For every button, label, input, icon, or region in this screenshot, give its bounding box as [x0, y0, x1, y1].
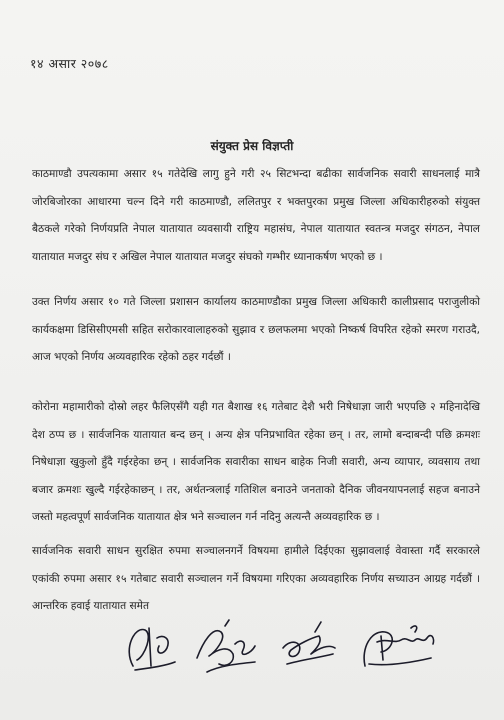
- signature-4: [364, 626, 433, 666]
- signature-2: [197, 620, 255, 672]
- signature-1: [129, 628, 175, 670]
- letter-date: १४ असार २०७८: [30, 56, 109, 71]
- paragraph-decision-contradiction: उक्त निर्णय असार १० गते जिल्ला प्रशासन कार्यालय काठमाण्डौका प्रमुख जिल्ला अधिकारी कालीप्रसाद पराजुलीको कार्यकक्षमा डिसिसीएमसी सहित सरोकारवालाहरुको सुझाव र छलफलमा भएको निष्कर्ष विपरित रहेको स्मरण गराउदै, आज भएको निर्णय अव्यवहारिक रहेको ठहर गर्दछौं ।: [32, 296, 480, 363]
- paragraph-covid-context: कोरोना महामारीको दोस्रो लहर फैलिएसँगै यही गत बैशाख १६ गतेबाट देशै भरी निषेधाज्ञा जारी भएपछि २ महिनादेखि देश ठप्प छ । सार्वजनिक यातायात बन्द छन् । अन्य क्षेत्र पनिप्रभावित रहेका छन् । तर, लामो बन्दाबन्दी पछि क्रमशः निषेधाज्ञा खुकुलो हुँदै गईरहेका छन् । सार्वजनिक सवारीका साधन बाहेक निजी सवारी, अन्य व्यापार, व्यवसाय तथा बजार क्रमशः खुल्दै गईरहेकाछन् । तर, अर्थतन्त्रलाई गतिशिल बनाउने जनताको दैनिक जीवनयापनलाई सहज बनाउने जस्तो महत्वपूर्ण सार्वजनिक यातायात क्षेत्र भने सञ्चालन गर्न नदिनु अत्यन्तै अव्यवहारिक छ ।: [32, 401, 480, 523]
- paragraph-decision-notice: काठमाण्डौ उपत्यकामा असार १५ गतेदेखि लागु हुने गरी २५ सिटभन्दा बढीका सार्वजनिक सवारी साधनलाई मात्रै जोरबिजोरका आधारमा चल्न दिने गरी काठमाण्डौ, ललितपुर र भक्तपुरका प्रमुख जिल्ला अधिकारीहरुको संयुक्त बैठकले गरेको निर्णयप्रति नेपाल यातायात व्यवसायी राष्ट्रिय महासंघ, नेपाल यातायात स्वतन्त्र मजदुर संगठन, नेपाल यातायात मजदुर संघ र अखिल नेपाल यातायात मजदुर संघको गम्भीर ध्यानाकर्षण भएको छ ।: [32, 168, 480, 263]
- signatures: [115, 608, 445, 688]
- signature-3: [283, 622, 335, 664]
- paragraph-request: सार्वजनिक सवारी साधन सुरक्षित रुपमा सञ्चालनगर्ने विषयमा हामीले दिईएका सुझावलाई वेवास्ता गर्दै सरकारले एकांकी रुपमा असार १५ गतेबाट सवारी सञ्चालन गर्ने विषयमा गरिएका अव्यवहारिक निर्णय सच्याउन आग्रह गर्दछौं । आन्तरिक हवाई यातायात समेत: [32, 545, 480, 612]
- letter-title: संयुक्त प्रेस विज्ञप्ती: [210, 139, 294, 153]
